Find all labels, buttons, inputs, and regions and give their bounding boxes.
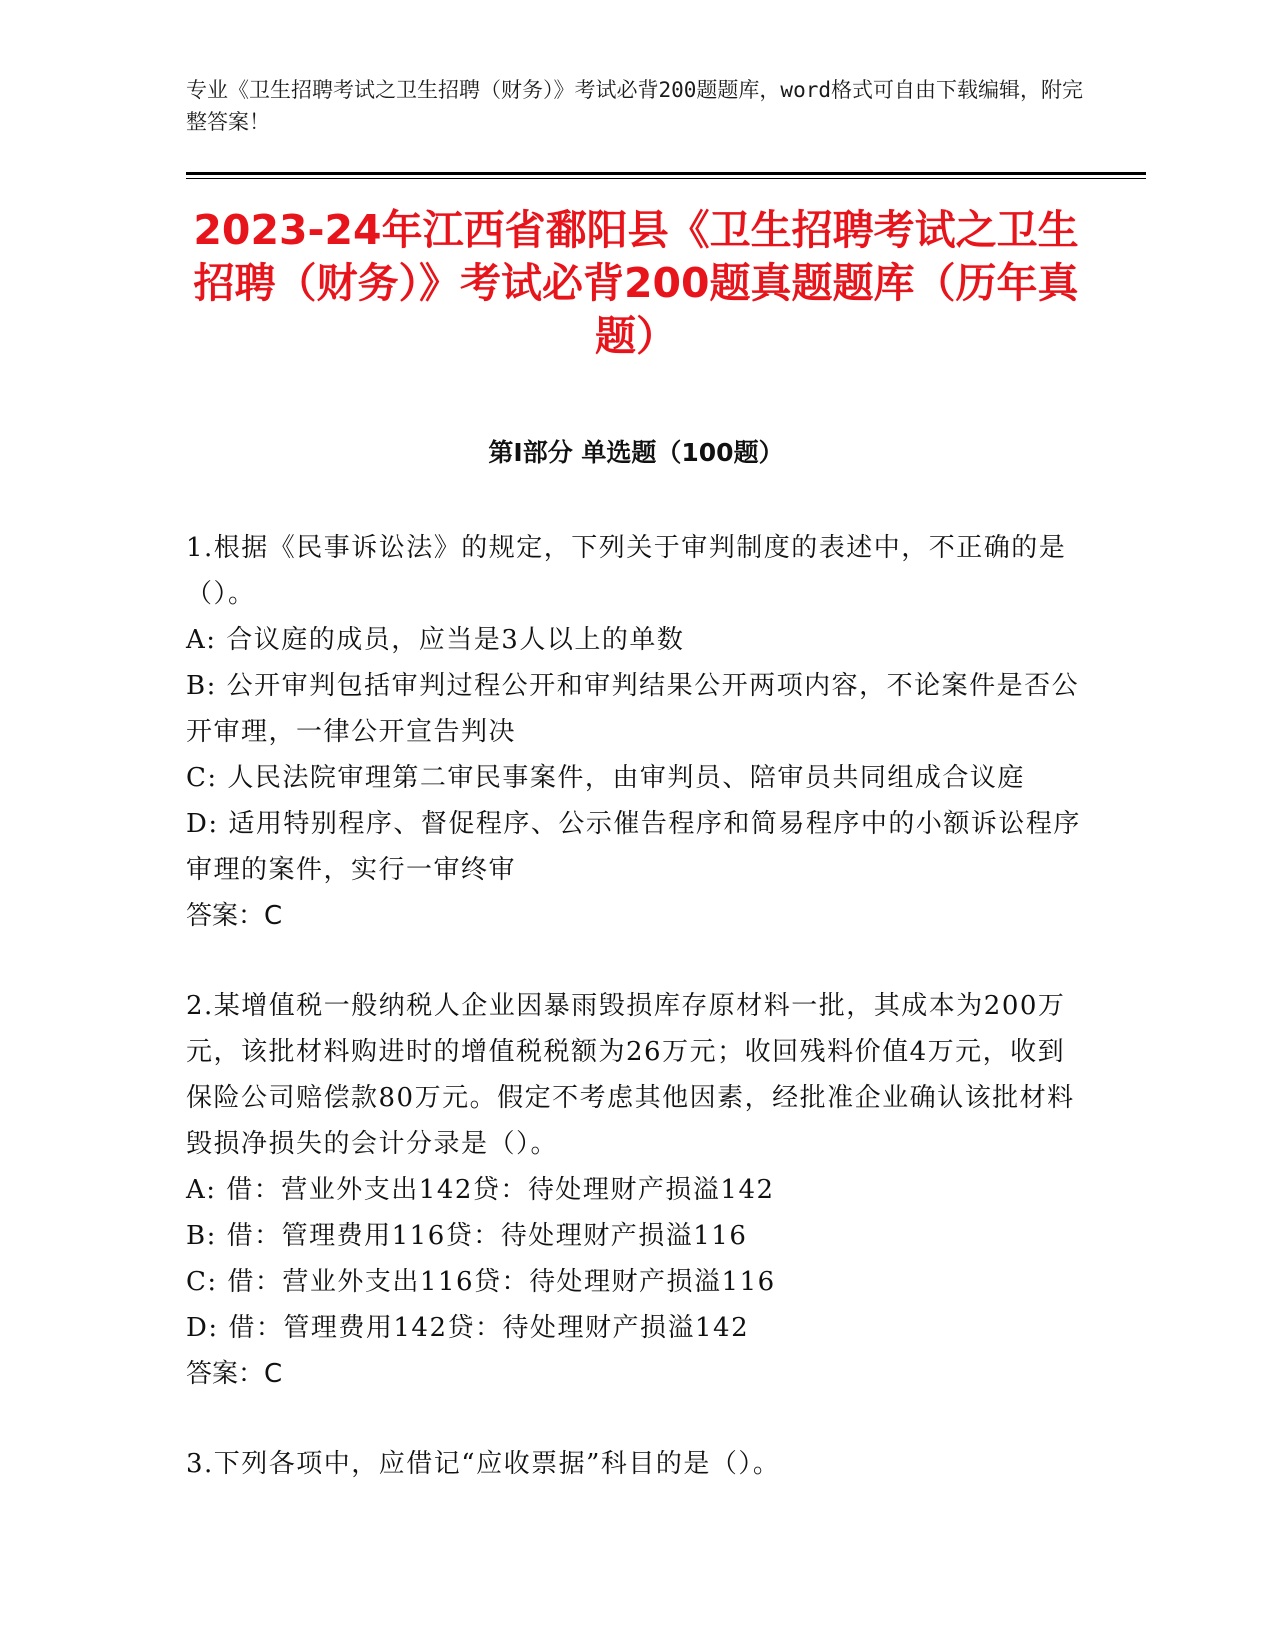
option-a: A: 合议庭的成员，应当是3人以上的单数 — [186, 625, 685, 655]
question-1 — [186, 525, 1086, 939]
option-b: B: 借：管理费用116贷：待处理财产损溢116 — [186, 1221, 748, 1251]
option-d: D: 适用特别程序、督促程序、公示催告程序和简易程序中的小额诉讼程序审理的案件，实行一审终审 — [186, 809, 1081, 885]
question-stem: 1.根据《民事诉讼法》的规定，下列关于审判制度的表述中，不正确的是（）。 — [186, 533, 1067, 609]
question-2 — [186, 983, 1086, 1397]
answer: 答案：C — [186, 1359, 283, 1389]
document-title: 2023-24年江西省鄱阳县《卫生招聘考试之卫生招聘（财务）》考试必背200题真题题库（历年真题） — [193, 206, 1079, 360]
header-divider-thick — [186, 172, 1146, 175]
option-a: A: 借：营业外支出142贷：待处理财产损溢142 — [186, 1175, 775, 1205]
header-note: 专业《卫生招聘考试之卫生招聘（财务）》考试必背200题题库，word格式可自由下载编辑，附完整答案！ — [186, 78, 1083, 134]
section-title: 第Ⅰ部分 单选题（100题） — [488, 438, 784, 467]
option-c: C: 人民法院审理第二审民事案件，由审判员、陪审员共同组成合议庭 — [186, 763, 1025, 793]
option-d: D: 借：管理费用142贷：待处理财产损溢142 — [186, 1313, 750, 1343]
option-c: C: 借：营业外支出116贷：待处理财产损溢116 — [186, 1267, 776, 1297]
question-3 — [186, 1441, 1086, 1487]
question-stem: 3.下列各项中，应借记“应收票据”科目的是（）。 — [186, 1449, 781, 1479]
question-list — [186, 525, 1086, 1531]
answer: 答案：C — [186, 901, 283, 931]
question-stem: 2.某增值税一般纳税人企业因暴雨毁损库存原材料一批，其成本为200万元，该批材料购进时的增值税税额为26万元；收回残料价值4万元，收到保险公司赔偿款80万元。假定不考虑其他因素，经批准企业确认该批材料毁损净损失的会计分录是（）。 — [186, 991, 1075, 1159]
option-b: B: 公开审判包括审判过程公开和审判结果公开两项内容，不论案件是否公开审理，一律公开宣告判决 — [186, 671, 1080, 747]
header-divider-thin — [186, 178, 1146, 179]
